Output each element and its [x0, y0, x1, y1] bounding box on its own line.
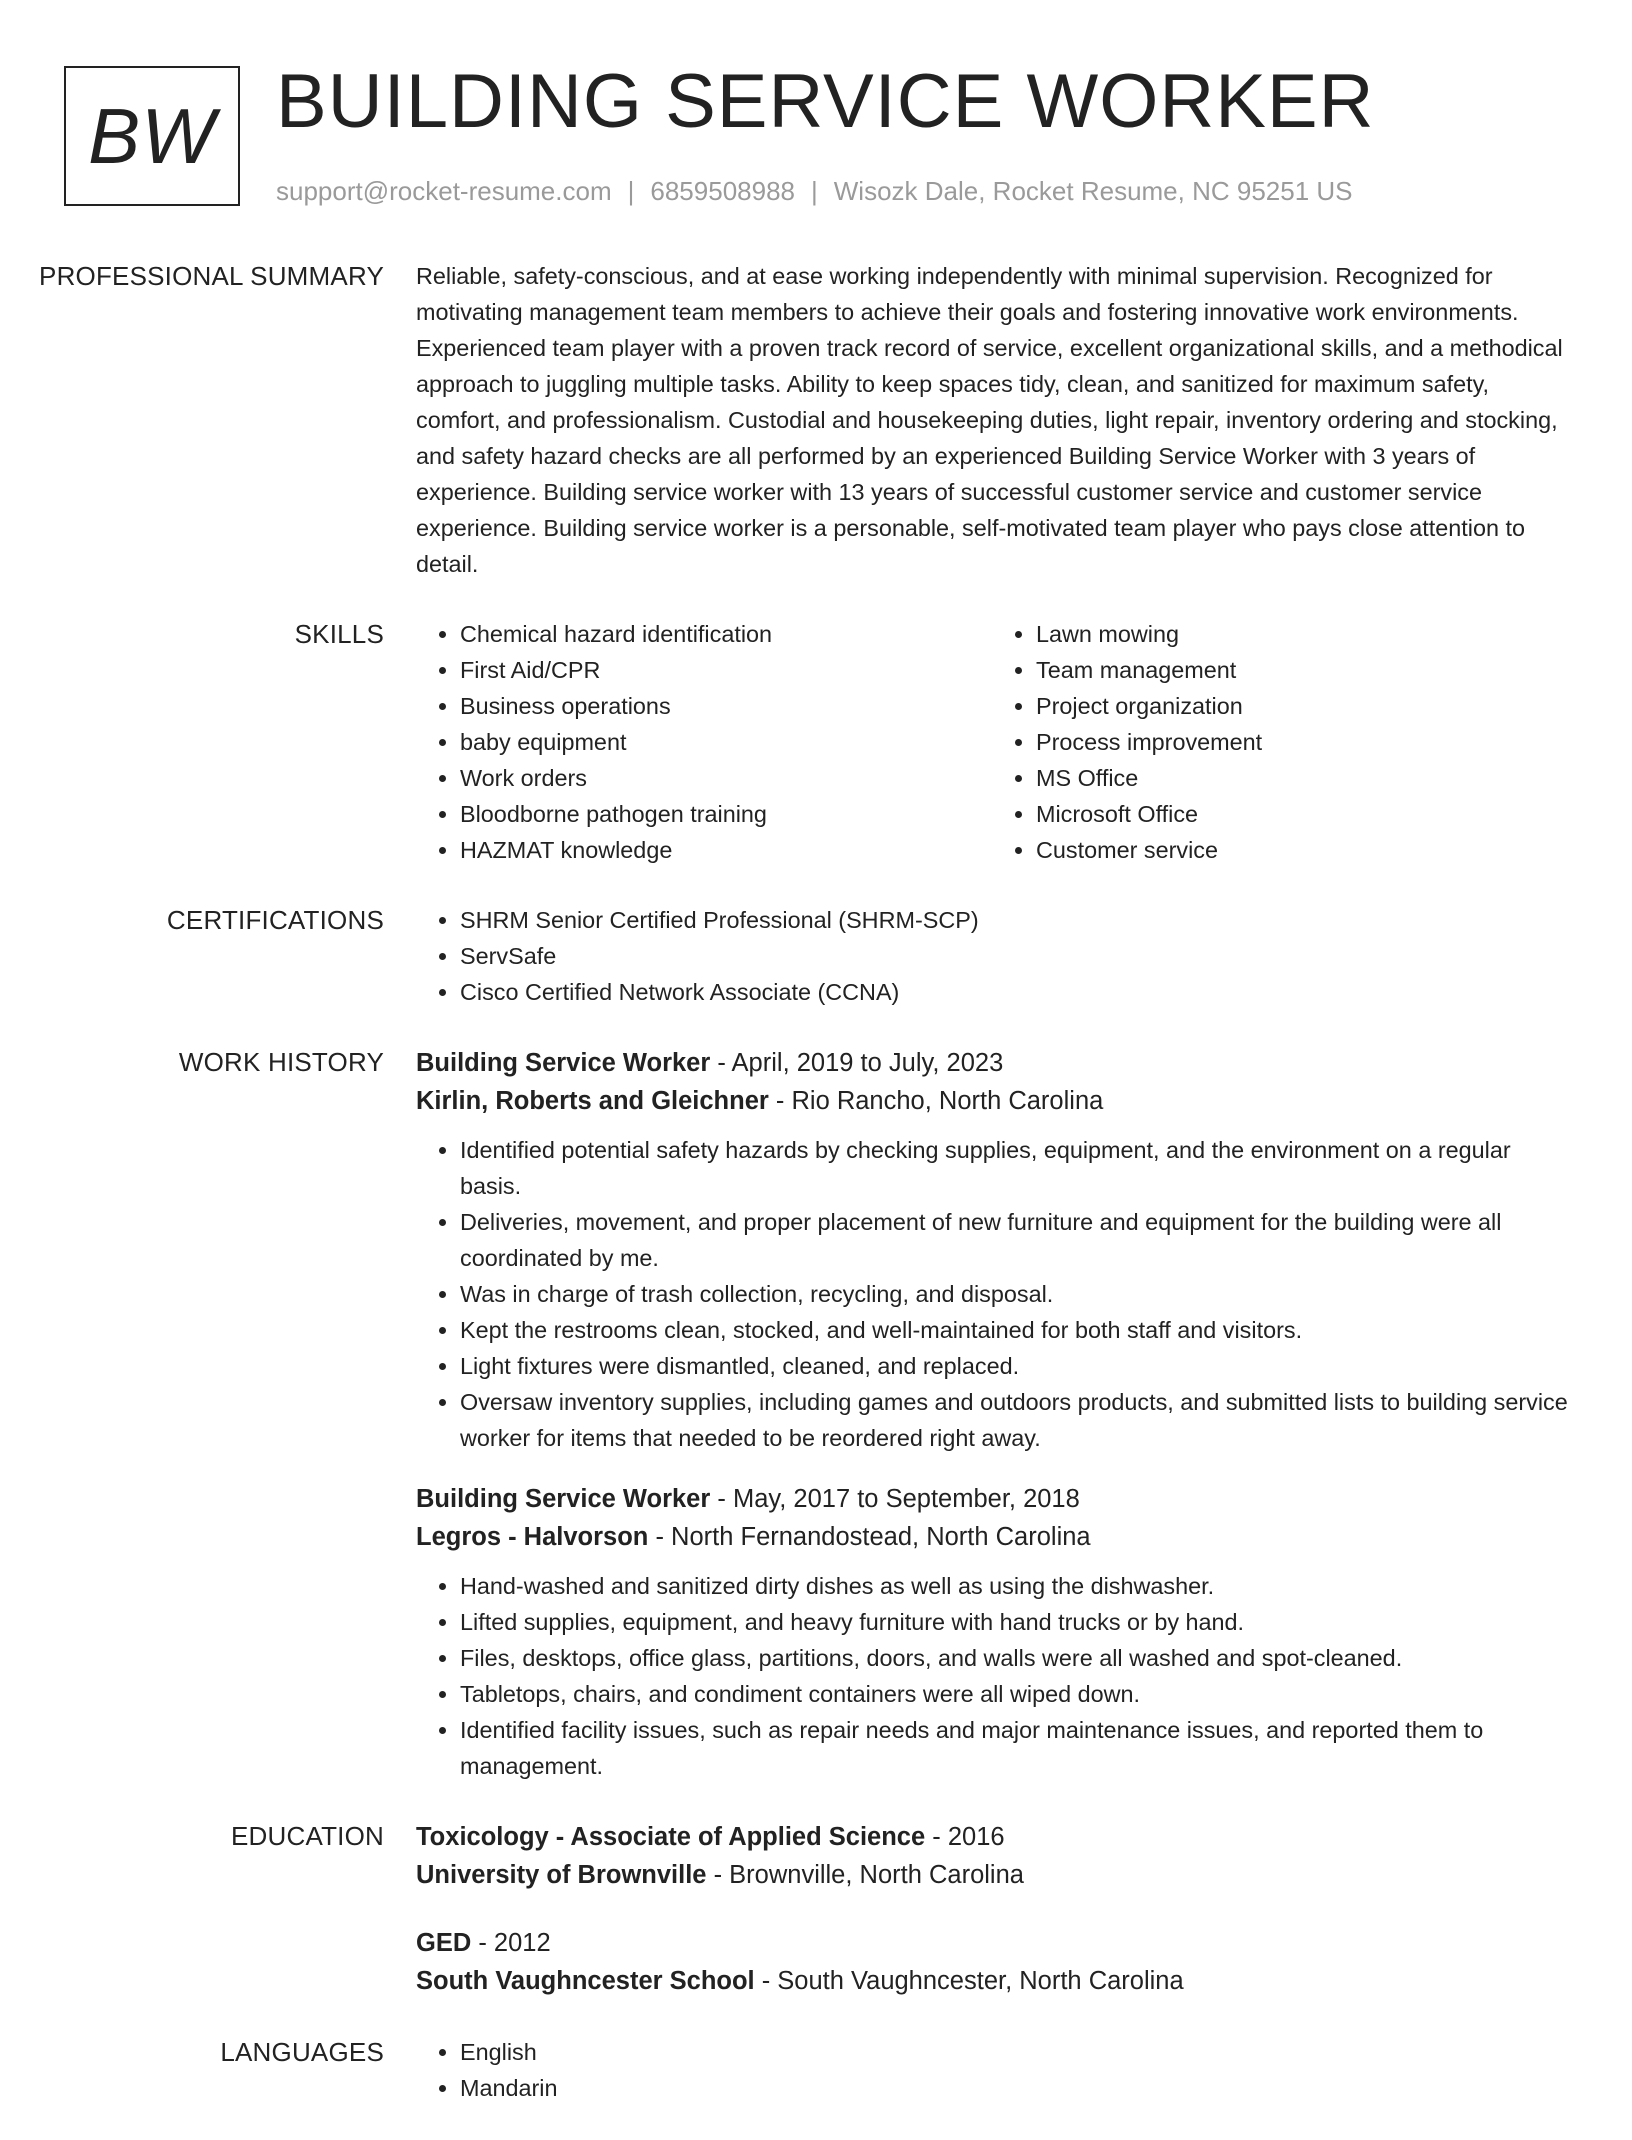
education-school: University of Brownville [416, 1861, 707, 1889]
education-location: - South Vaughncester, North Carolina [754, 1967, 1184, 1995]
education-entry [416, 1818, 1568, 1894]
section-label-education: EDUCATION [231, 1821, 384, 1851]
section-label-skills: SKILLS [294, 619, 384, 649]
skills-section [0, 616, 1632, 868]
education-degree: Toxicology - Associate of Applied Science [416, 1823, 926, 1851]
languages-body [416, 2034, 1568, 2106]
skill-item: • Business operations [460, 688, 992, 724]
work-history-body [416, 1044, 1568, 1784]
skill-item: • Chemical hazard identification [460, 616, 992, 652]
skill-item: • Process improvement [1036, 724, 1568, 760]
job-duty: • Hand-washed and sanitized dirty dishes as well as using the dishwasher. [460, 1568, 1568, 1604]
contact-address: Wisozk Dale, Rocket Resume, NC 95251 US [833, 176, 1353, 206]
job-title-line [416, 1044, 1568, 1082]
contact-separator: | [811, 176, 818, 206]
job-duty: • Files, desktops, office glass, partitions, doors, and walls were all washed and spot-cleaned. [460, 1640, 1568, 1676]
language-item: • Mandarin [460, 2070, 1568, 2106]
skill-item: • First Aid/CPR [460, 652, 992, 688]
work-history-section [0, 1044, 1632, 1784]
job-company: Kirlin, Roberts and Gleichner [416, 1087, 769, 1115]
certification-item: • SHRM Senior Certified Professional (SHRM-SCP) [460, 902, 1568, 938]
job-duty: • Light fixtures were dismantled, cleaned, and replaced. [460, 1348, 1568, 1384]
job-duty: • Was in charge of trash collection, recycling, and disposal. [460, 1276, 1568, 1312]
job-duty: • Kept the restrooms clean, stocked, and well-maintained for both staff and visitors. [460, 1312, 1568, 1348]
job-company-line [416, 1082, 1568, 1120]
job-entry [416, 1044, 1568, 1456]
resume-sections [0, 258, 1632, 2140]
job-duty: • Oversaw inventory supplies, including games and outdoors products, and submitted lists to building service worker for items that needed to be reordered right away. [460, 1384, 1568, 1456]
skill-item: • Lawn mowing [1036, 616, 1568, 652]
job-duty: • Deliveries, movement, and proper placement of new furniture and equipment for the building were all coordinated by me. [460, 1204, 1568, 1276]
section-label-languages: LANGUAGES [220, 2037, 384, 2067]
certification-item: • ServSafe [460, 938, 1568, 974]
skills-body [416, 616, 1568, 868]
job-duty: • Identified potential safety hazards by checking supplies, equipment, and the environment on a regular basis. [460, 1132, 1568, 1204]
monogram-logo: BW [64, 66, 240, 206]
education-year: - 2016 [925, 1823, 1005, 1851]
education-degree: GED [416, 1929, 472, 1957]
job-title-line [416, 1480, 1568, 1518]
contact-email[interactable]: support@rocket-resume.com [276, 176, 612, 206]
education-year: - 2012 [471, 1929, 551, 1957]
job-duties-list [416, 1568, 1568, 1784]
section-label-work-history: WORK HISTORY [178, 1047, 384, 1077]
skill-item: • HAZMAT knowledge [460, 832, 992, 868]
certification-item: • Cisco Certified Network Associate (CCNA) [460, 974, 1568, 1010]
skill-item: • MS Office [1036, 760, 1568, 796]
skills-list-left [416, 616, 992, 868]
summary-text: Reliable, safety-conscious, and at ease working independently with minimal supervision. Recognized for motivating management team members to achieve their goals and fostering innovative work environments. Experienced team player with a proven track record of service, excellent organizational skills, and a methodical approach to juggling multiple tasks. Ability to keep spaces tidy, clean, and sanitized for maximum safety, comfort, and professionalism. Custodial and housekeeping duties, light repair, inventory ordering and stocking, and safety hazard checks are all performed by an experienced Building Service Worker with 3 years of experience. Building service worker with 13 years of successful customer service and customer service experience. Building service worker is a personable, self-motivated team player who pays close attention to detail. [416, 263, 1563, 577]
languages-list [416, 2034, 1568, 2106]
education-entry [416, 1924, 1568, 2000]
education-degree-line [416, 1818, 1568, 1856]
job-company-line [416, 1518, 1568, 1556]
certifications-list [416, 902, 1568, 1010]
contact-separator: | [627, 176, 635, 206]
skill-item: • Project organization [1036, 688, 1568, 724]
job-duty: • Lifted supplies, equipment, and heavy furniture with hand trucks or by hand. [460, 1604, 1568, 1640]
job-location: - Rio Rancho, North Carolina [768, 1087, 1104, 1115]
language-item: • English [460, 2034, 1568, 2070]
job-title: Building Service Worker [416, 1049, 711, 1077]
skill-item: • Microsoft Office [1036, 796, 1568, 832]
job-dates: - May, 2017 to September, 2018 [710, 1485, 1080, 1513]
job-dates: - April, 2019 to July, 2023 [710, 1049, 1004, 1077]
education-school-line [416, 1962, 1568, 2000]
job-entry [416, 1480, 1568, 1784]
education-section [0, 1818, 1632, 2000]
job-location: - North Fernandostead, North Carolina [648, 1523, 1091, 1551]
education-school: South Vaughncester School [416, 1967, 755, 1995]
education-degree-line [416, 1924, 1568, 1962]
education-location: - Brownville, North Carolina [706, 1861, 1024, 1889]
contact-phone[interactable]: 6859508988 [650, 176, 795, 206]
skill-item: • Work orders [460, 760, 992, 796]
skill-item: • Bloodborne pathogen training [460, 796, 992, 832]
summary-body [416, 258, 1568, 582]
contact-line [276, 173, 1353, 209]
job-title: Building Service Worker [416, 1485, 711, 1513]
skill-item: • Customer service [1036, 832, 1568, 868]
section-label-certifications: CERTIFICATIONS [166, 905, 384, 935]
education-school-line [416, 1856, 1568, 1894]
job-company: Legros - Halvorson [416, 1523, 649, 1551]
section-label-summary: PROFESSIONAL SUMMARY [39, 261, 384, 291]
languages-section [0, 2034, 1632, 2106]
skill-item: • Team management [1036, 652, 1568, 688]
skill-item: • baby equipment [460, 724, 992, 760]
job-duty: • Tabletops, chairs, and condiment containers were all wiped down. [460, 1676, 1568, 1712]
education-body [416, 1818, 1568, 2000]
certifications-body [416, 902, 1568, 1010]
job-duty: • Identified facility issues, such as repair needs and major maintenance issues, and reported them to management. [460, 1712, 1568, 1784]
summary-section [0, 258, 1632, 582]
skills-list-right [992, 616, 1568, 868]
job-duties-list [416, 1132, 1568, 1456]
resume-title: BUILDING SERVICE WORKER [276, 59, 1375, 144]
certifications-section [0, 902, 1632, 1010]
